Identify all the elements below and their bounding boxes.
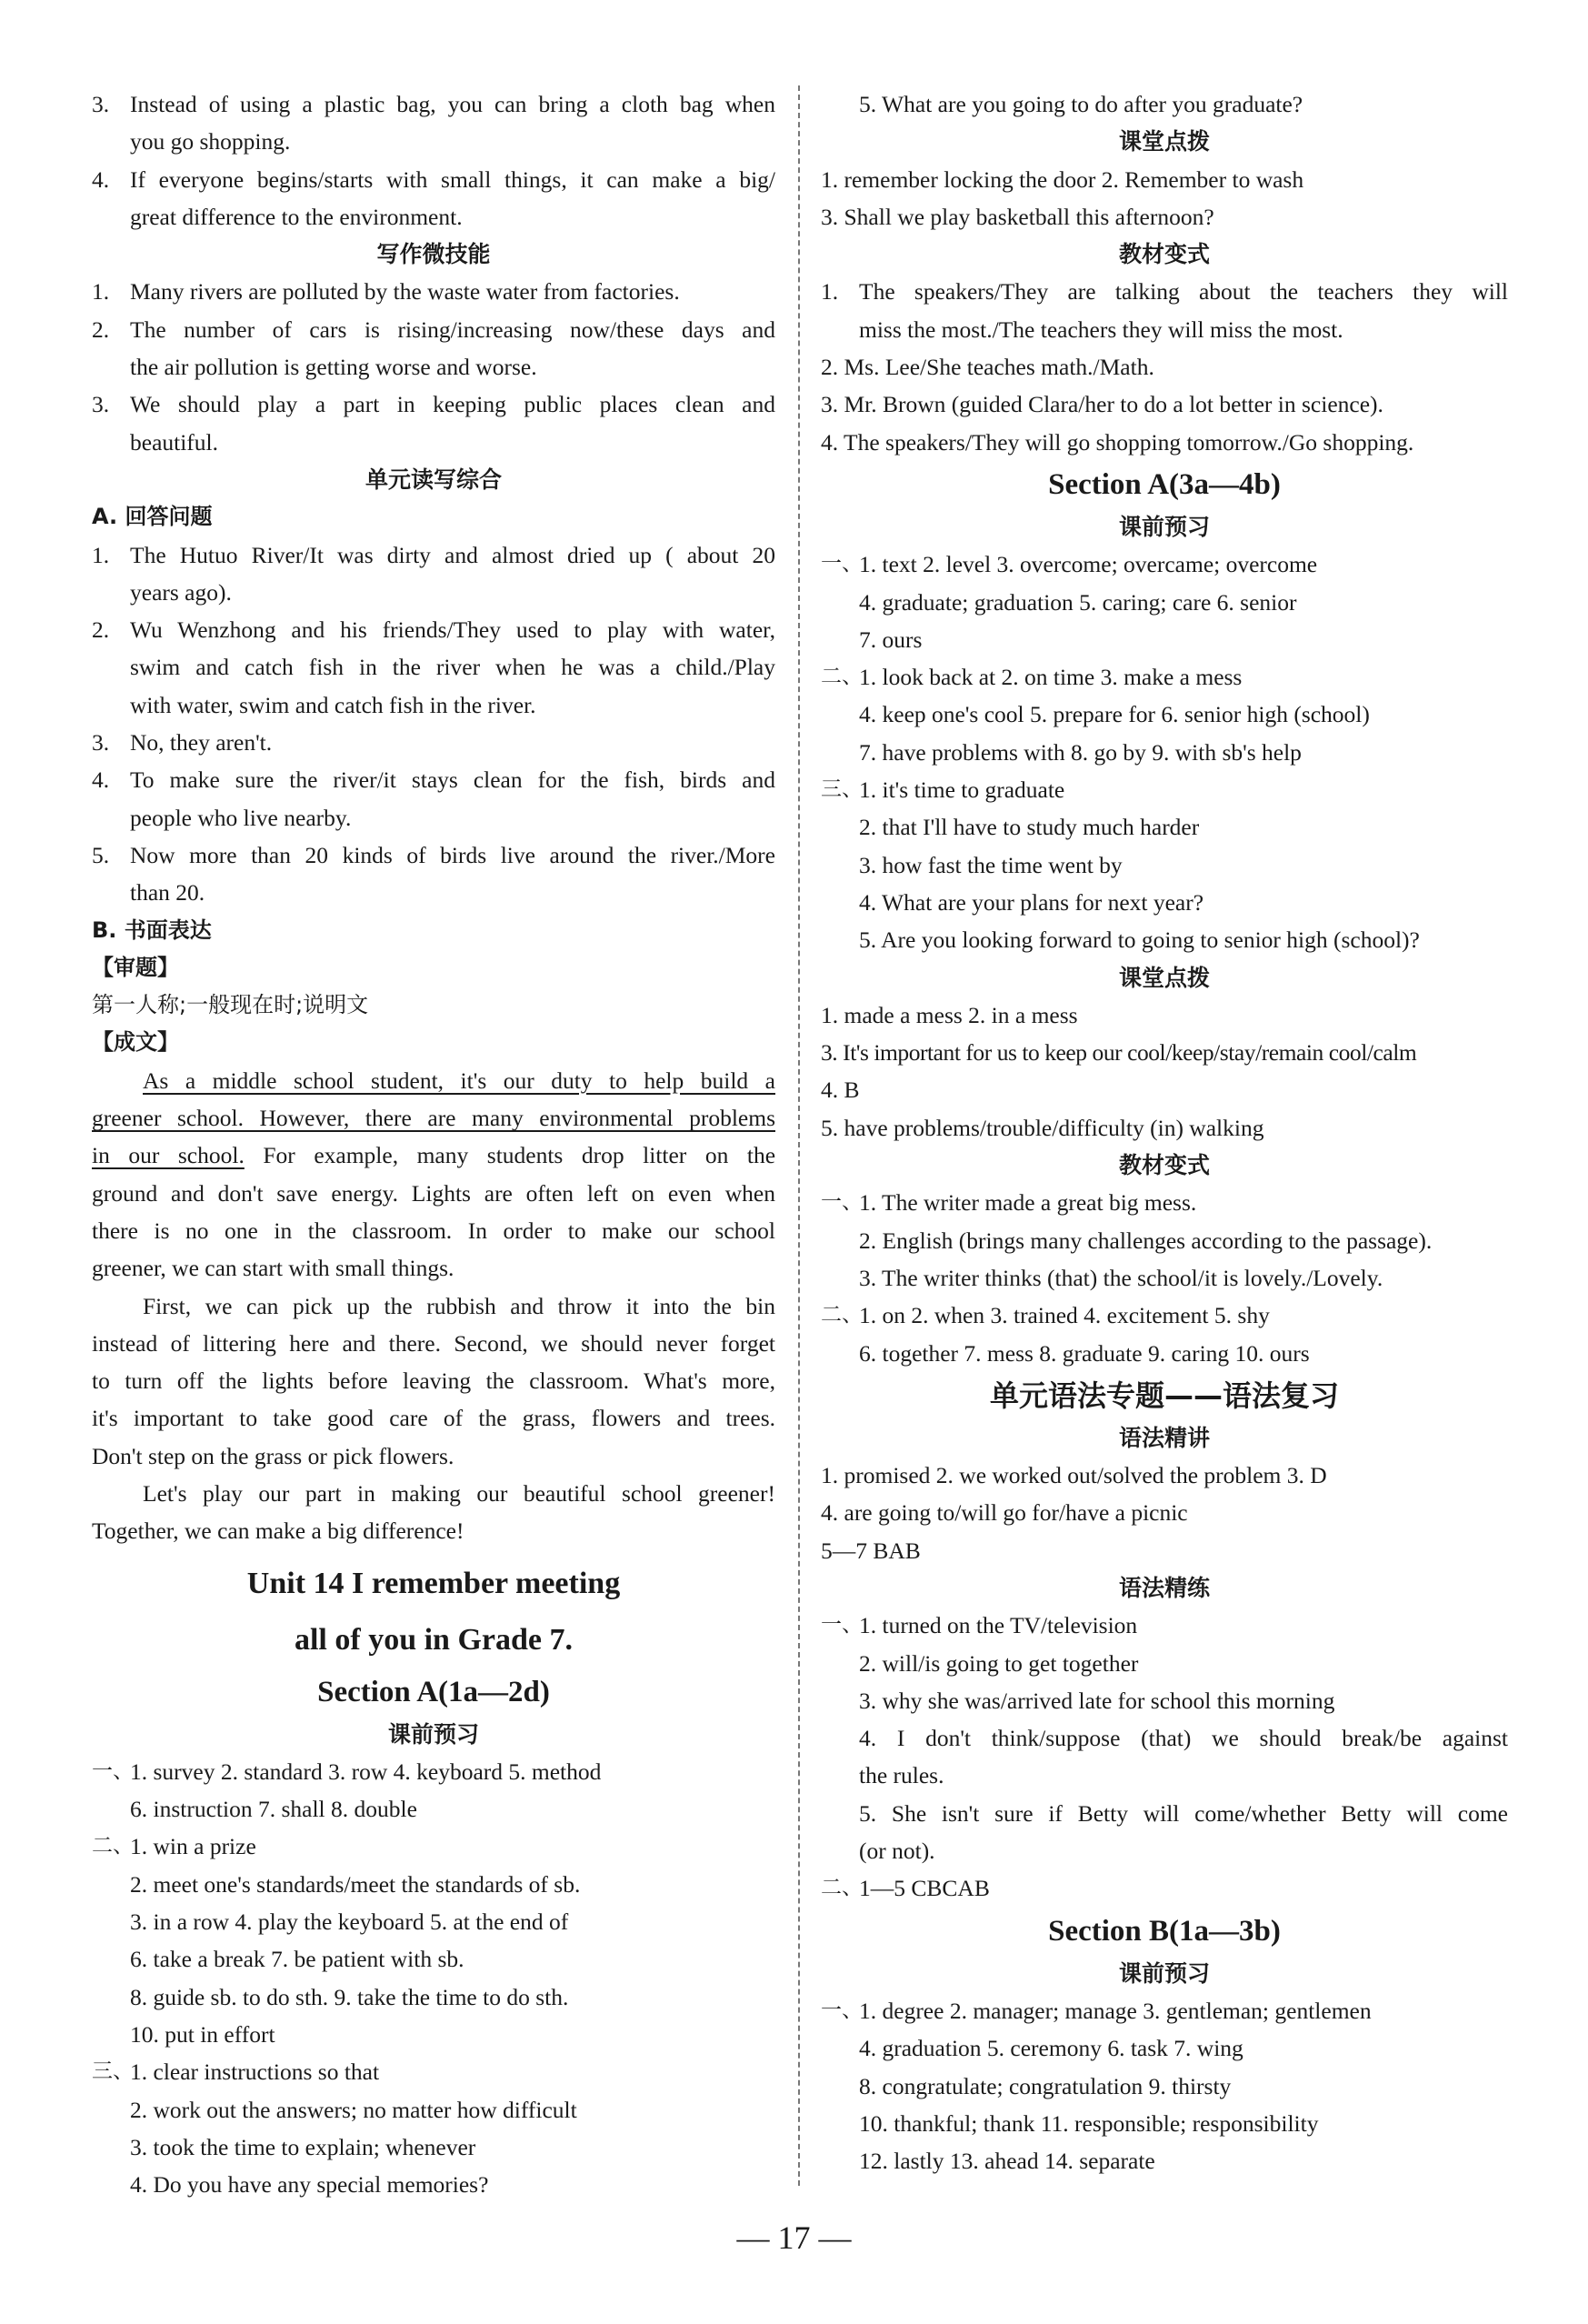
answer-line: people who live nearby. [130, 804, 352, 831]
answer-text: 1. on 2. when 3. trained 4. excitement 5. shy [859, 1302, 1270, 1329]
composition-label: 【成文】 [92, 1029, 179, 1056]
essay-line: it's important to take good care of the grass, flowers and trees. [92, 1405, 775, 1432]
answer-line: 8. guide sb. to do sth. 9. take the time to do sth. [130, 1983, 569, 2010]
section-heading: 课前预习 [1118, 1959, 1210, 1987]
answer-line: 1. remember locking the door 2. Remember to wash [821, 165, 1304, 193]
unit-title: Unit 14 I remember meeting [246, 1566, 621, 1600]
answer-line [92, 161, 775, 198]
essay-line [92, 1137, 775, 1174]
answer-line: 2. meet one's standards/meet the standards of sb. [130, 1870, 581, 1898]
answer-text: 1. text 2. level 3. overcome; overcame; overcome [859, 551, 1318, 578]
answer-line [92, 536, 775, 574]
item-number: 3. [92, 729, 110, 756]
essay-line: Let's play our part in making our beautiful school greener! [143, 1479, 775, 1507]
answer-line: you go shopping. [130, 128, 291, 155]
answer-line [92, 761, 775, 798]
answer-text: To make sure the river/it stays clean for the fish, birds and [130, 766, 775, 794]
right-column [821, 85, 1508, 2179]
answer-text: 1. it's time to graduate [859, 776, 1065, 804]
section-heading: 课堂点拨 [1118, 128, 1210, 155]
item-number: 3. [92, 91, 110, 117]
group-marker: 一、 [821, 1998, 863, 2022]
group-marker: 一、 [821, 1190, 863, 1215]
answer-line [92, 1828, 775, 1865]
section-title: Section A(1a—2d) [317, 1675, 550, 1708]
answer-line [92, 273, 775, 310]
answer-line [92, 85, 775, 123]
answer-line [821, 1297, 1508, 1334]
group-marker: 三、 [92, 2059, 134, 2084]
answer-text: 1. look back at 2. on time 3. make a mess [859, 664, 1243, 691]
answer-line [821, 1869, 1508, 1907]
answer-line [92, 611, 775, 648]
answer-line: years ago). [130, 578, 232, 606]
answer-line: 10. put in effort [130, 2020, 275, 2048]
answer-line: the air pollution is getting worse and worse. [130, 354, 537, 381]
answer-text: If everyone begins/starts with small things, it can make a big/ [130, 165, 775, 193]
item-number: 1. [92, 541, 110, 568]
answer-line [92, 836, 775, 874]
underlined-sentence: As a middle school student, it's our duty to help build a [143, 1067, 775, 1094]
group-marker: 一、 [92, 1758, 134, 1783]
essay-line: ground and don't save energy. Lights are often left on even when [92, 1179, 775, 1207]
answer-text: We should play a part in keeping public places clean and [130, 391, 775, 418]
answer-line: 4. What are your plans for next year? [859, 888, 1204, 916]
page-number: — 17 — [736, 2219, 852, 2256]
answer-line: 2. that I'll have to study much harder [859, 814, 1200, 841]
item-number: 3. [92, 391, 110, 418]
item-number: 4. [92, 766, 110, 794]
answer-line: great difference to the environment. [130, 203, 463, 230]
subsection-label: B. 书面表达 [92, 917, 212, 943]
unit-grammar-title: 单元语法专题——语法复习 [989, 1377, 1339, 1413]
subsection-label: A. 回答问题 [92, 504, 213, 530]
section-heading: 教材变式 [1118, 1152, 1210, 1179]
group-marker: 一、 [821, 552, 863, 576]
answer-line: 2. Ms. Lee/She teaches math./Math. [821, 354, 1154, 381]
answer-line: 4. keep one's cool 5. prepare for 6. senior high (school) [859, 701, 1370, 728]
group-marker: 一、 [821, 1613, 863, 1638]
answer-line: 2. English (brings many challenges according to the passage). [859, 1227, 1433, 1254]
left-column [92, 85, 775, 2203]
section-heading: 课前预习 [387, 1720, 479, 1748]
answer-line: 1. promised 2. we worked out/solved the problem 3. D [821, 1462, 1327, 1489]
answer-line: 7. have problems with 8. go by 9. with sb's help [859, 738, 1302, 766]
answer-text: 1. turned on the TV/television [859, 1612, 1138, 1639]
group-marker: 二、 [92, 1834, 134, 1858]
answer-text: 1. survey 2. standard 3. row 4. keyboard 5. method [130, 1758, 602, 1785]
section-title: Section B(1a—3b) [1048, 1914, 1281, 1948]
answer-text: 1. win a prize [130, 1833, 256, 1860]
answer-line [821, 546, 1508, 583]
answer-line: 5. have problems/trouble/difficulty (in) walking [821, 1114, 1264, 1141]
item-number: 1. [821, 278, 839, 306]
unit-title: all of you in Grade 7. [294, 1622, 574, 1657]
group-marker: 二、 [821, 665, 863, 689]
underlined-sentence: greener school. However, there are many environmental problems [92, 1105, 775, 1132]
answer-line: 3. how fast the time went by [859, 851, 1123, 878]
answer-line: 7. ours [859, 626, 923, 653]
column-divider [798, 85, 800, 2186]
review-text: 第一人称;一般现在时;说明文 [92, 992, 369, 1018]
group-marker: 二、 [821, 1303, 863, 1327]
section-heading: 课前预习 [1118, 513, 1210, 540]
answer-line: beautiful. [130, 428, 219, 456]
item-number: 5. [92, 841, 110, 868]
answer-line [821, 1184, 1508, 1221]
answer-line: 3. Shall we play basketball this afternoon? [821, 203, 1214, 230]
essay-line: Together, we can make a big difference! [92, 1518, 464, 1545]
answer-line: 4. graduate; graduation 5. caring; care 6. senior [859, 588, 1297, 616]
answer-line: than 20. [130, 879, 205, 907]
answer-text: The speakers/They are talking about the teachers they will [859, 278, 1508, 306]
answer-text: 1—5 CBCAB [859, 1875, 990, 1902]
answer-line [821, 658, 1508, 696]
answer-text: Wu Wenzhong and his friends/They used to play with water, [130, 616, 775, 644]
answer-line: 4. I don't think/suppose (that) we should break/be against [859, 1725, 1508, 1752]
answer-text: 1. degree 2. manager; manage 3. gentleman; gentlemen [859, 1997, 1372, 2024]
answer-line: 4. are going to/will go for/have a picnic [821, 1499, 1188, 1527]
answer-text: Many rivers are polluted by the waste water from factories. [130, 278, 680, 306]
answer-line [92, 1753, 775, 1790]
answer-line: with water, swim and catch fish in the river. [130, 691, 536, 718]
answer-line: 3. Mr. Brown (guided Clara/her to do a lot better in science). [821, 391, 1383, 418]
answer-text: No, they aren't. [130, 729, 273, 756]
section-heading: 语法精讲 [1118, 1424, 1210, 1451]
answer-line: 2. will/is going to get together [859, 1649, 1139, 1677]
answer-line [92, 724, 775, 761]
answer-line: 3. It's important for us to keep our cool/keep/stay/remain cool/calm [821, 1039, 1417, 1067]
answer-line: 4. graduation 5. ceremony 6. task 7. wing [859, 2035, 1243, 2062]
essay-line: to turn off the lights before leaving the classroom. What's more, [92, 1367, 775, 1395]
answer-line [821, 1992, 1508, 2029]
essay-line [92, 1099, 775, 1137]
review-label: 【审题】 [92, 954, 179, 980]
answer-line: 5—7 BAB [821, 1537, 921, 1564]
answer-line: 5. Are you looking forward to going to senior high (school)? [859, 927, 1420, 954]
answer-line [92, 386, 775, 423]
item-number: 4. [92, 165, 110, 193]
answer-line: 12. lastly 13. ahead 14. separate [859, 2148, 1155, 2175]
item-number: 2. [92, 616, 110, 644]
answer-text: 1. clear instructions so that [130, 2059, 380, 2086]
essay-line: First, we can pick up the rubbish and throw it into the bin [143, 1292, 775, 1319]
essay-line: greener, we can start with small things. [92, 1255, 454, 1282]
answer-line: 6. take a break 7. be patient with sb. [130, 1946, 464, 1973]
answer-line [821, 771, 1508, 808]
answer-line [821, 1607, 1508, 1644]
answer-line: 3. why she was/arrived late for school this morning [859, 1687, 1335, 1714]
essay-text: For example, many students drop litter on the [244, 1142, 776, 1169]
answer-line: 3. The writer thinks (that) the school/it is lovely./Lovely. [859, 1264, 1383, 1291]
section-heading: 教材变式 [1118, 241, 1210, 268]
answer-text: The number of cars is rising/increasing now/these days and [130, 316, 775, 343]
answer-line: (or not). [859, 1838, 935, 1865]
answer-line: 6. instruction 7. shall 8. double [130, 1796, 417, 1823]
answer-text: 1. The writer made a great big mess. [859, 1189, 1197, 1217]
item-number: 2. [92, 316, 110, 343]
underlined-sentence: in our school. [92, 1142, 245, 1169]
answer-line: 4. The speakers/They will go shopping tomorrow./Go shopping. [821, 428, 1414, 456]
answer-line: swim and catch fish in the river when he was a child./Play [130, 654, 775, 681]
answer-text: The Hutuo River/It was dirty and almost dried up ( about 20 [130, 541, 775, 568]
answer-text: Instead of using a plastic bag, you can bring a cloth bag when [130, 91, 775, 117]
answer-line [92, 311, 775, 348]
answer-line: 6. together 7. mess 8. graduate 9. caring 10. ours [859, 1339, 1310, 1367]
answer-line: 10. thankful; thank 11. responsible; responsibility [859, 2109, 1319, 2137]
group-marker: 二、 [821, 1876, 863, 1900]
section-heading: 语法精练 [1118, 1574, 1210, 1601]
answer-text: Now more than 20 kinds of birds live around the river./More [130, 841, 775, 868]
answer-line: 5. She isn't sure if Betty will come/whether Betty will come [859, 1799, 1508, 1827]
group-marker: 三、 [821, 777, 863, 802]
answer-line: 2. work out the answers; no matter how difficult [130, 2096, 577, 2123]
section-heading: 写作微技能 [376, 241, 491, 268]
answer-line [821, 273, 1508, 310]
essay-line: instead of littering here and there. Second, we should never forget [92, 1329, 775, 1357]
answer-line: 4. Do you have any special memories? [130, 2171, 489, 2199]
essay-line [92, 1062, 775, 1099]
answer-line: 4. B [821, 1077, 860, 1104]
item-number: 1. [92, 278, 110, 306]
answer-line: 3. took the time to explain; whenever [130, 2133, 476, 2160]
answer-line [92, 2053, 775, 2090]
answer-line: miss the most./The teachers they will miss the most. [859, 316, 1343, 343]
section-title: Section A(3a—4b) [1048, 467, 1281, 501]
answer-line: 1. made a mess 2. in a mess [821, 1001, 1078, 1028]
essay-line: there is no one in the classroom. In order to make our school [92, 1217, 775, 1244]
answer-line: 8. congratulate; congratulation 9. thirsty [859, 2072, 1232, 2099]
essay-line: Don't step on the grass or pick flowers. [92, 1442, 454, 1469]
section-heading: 课堂点拨 [1118, 964, 1210, 991]
answer-line: the rules. [859, 1762, 944, 1789]
section-heading: 单元读写综合 [365, 466, 502, 493]
answer-line: 5. What are you going to do after you graduate? [859, 91, 1303, 117]
answer-line: 3. in a row 4. play the keyboard 5. at the end of [130, 1908, 569, 1936]
